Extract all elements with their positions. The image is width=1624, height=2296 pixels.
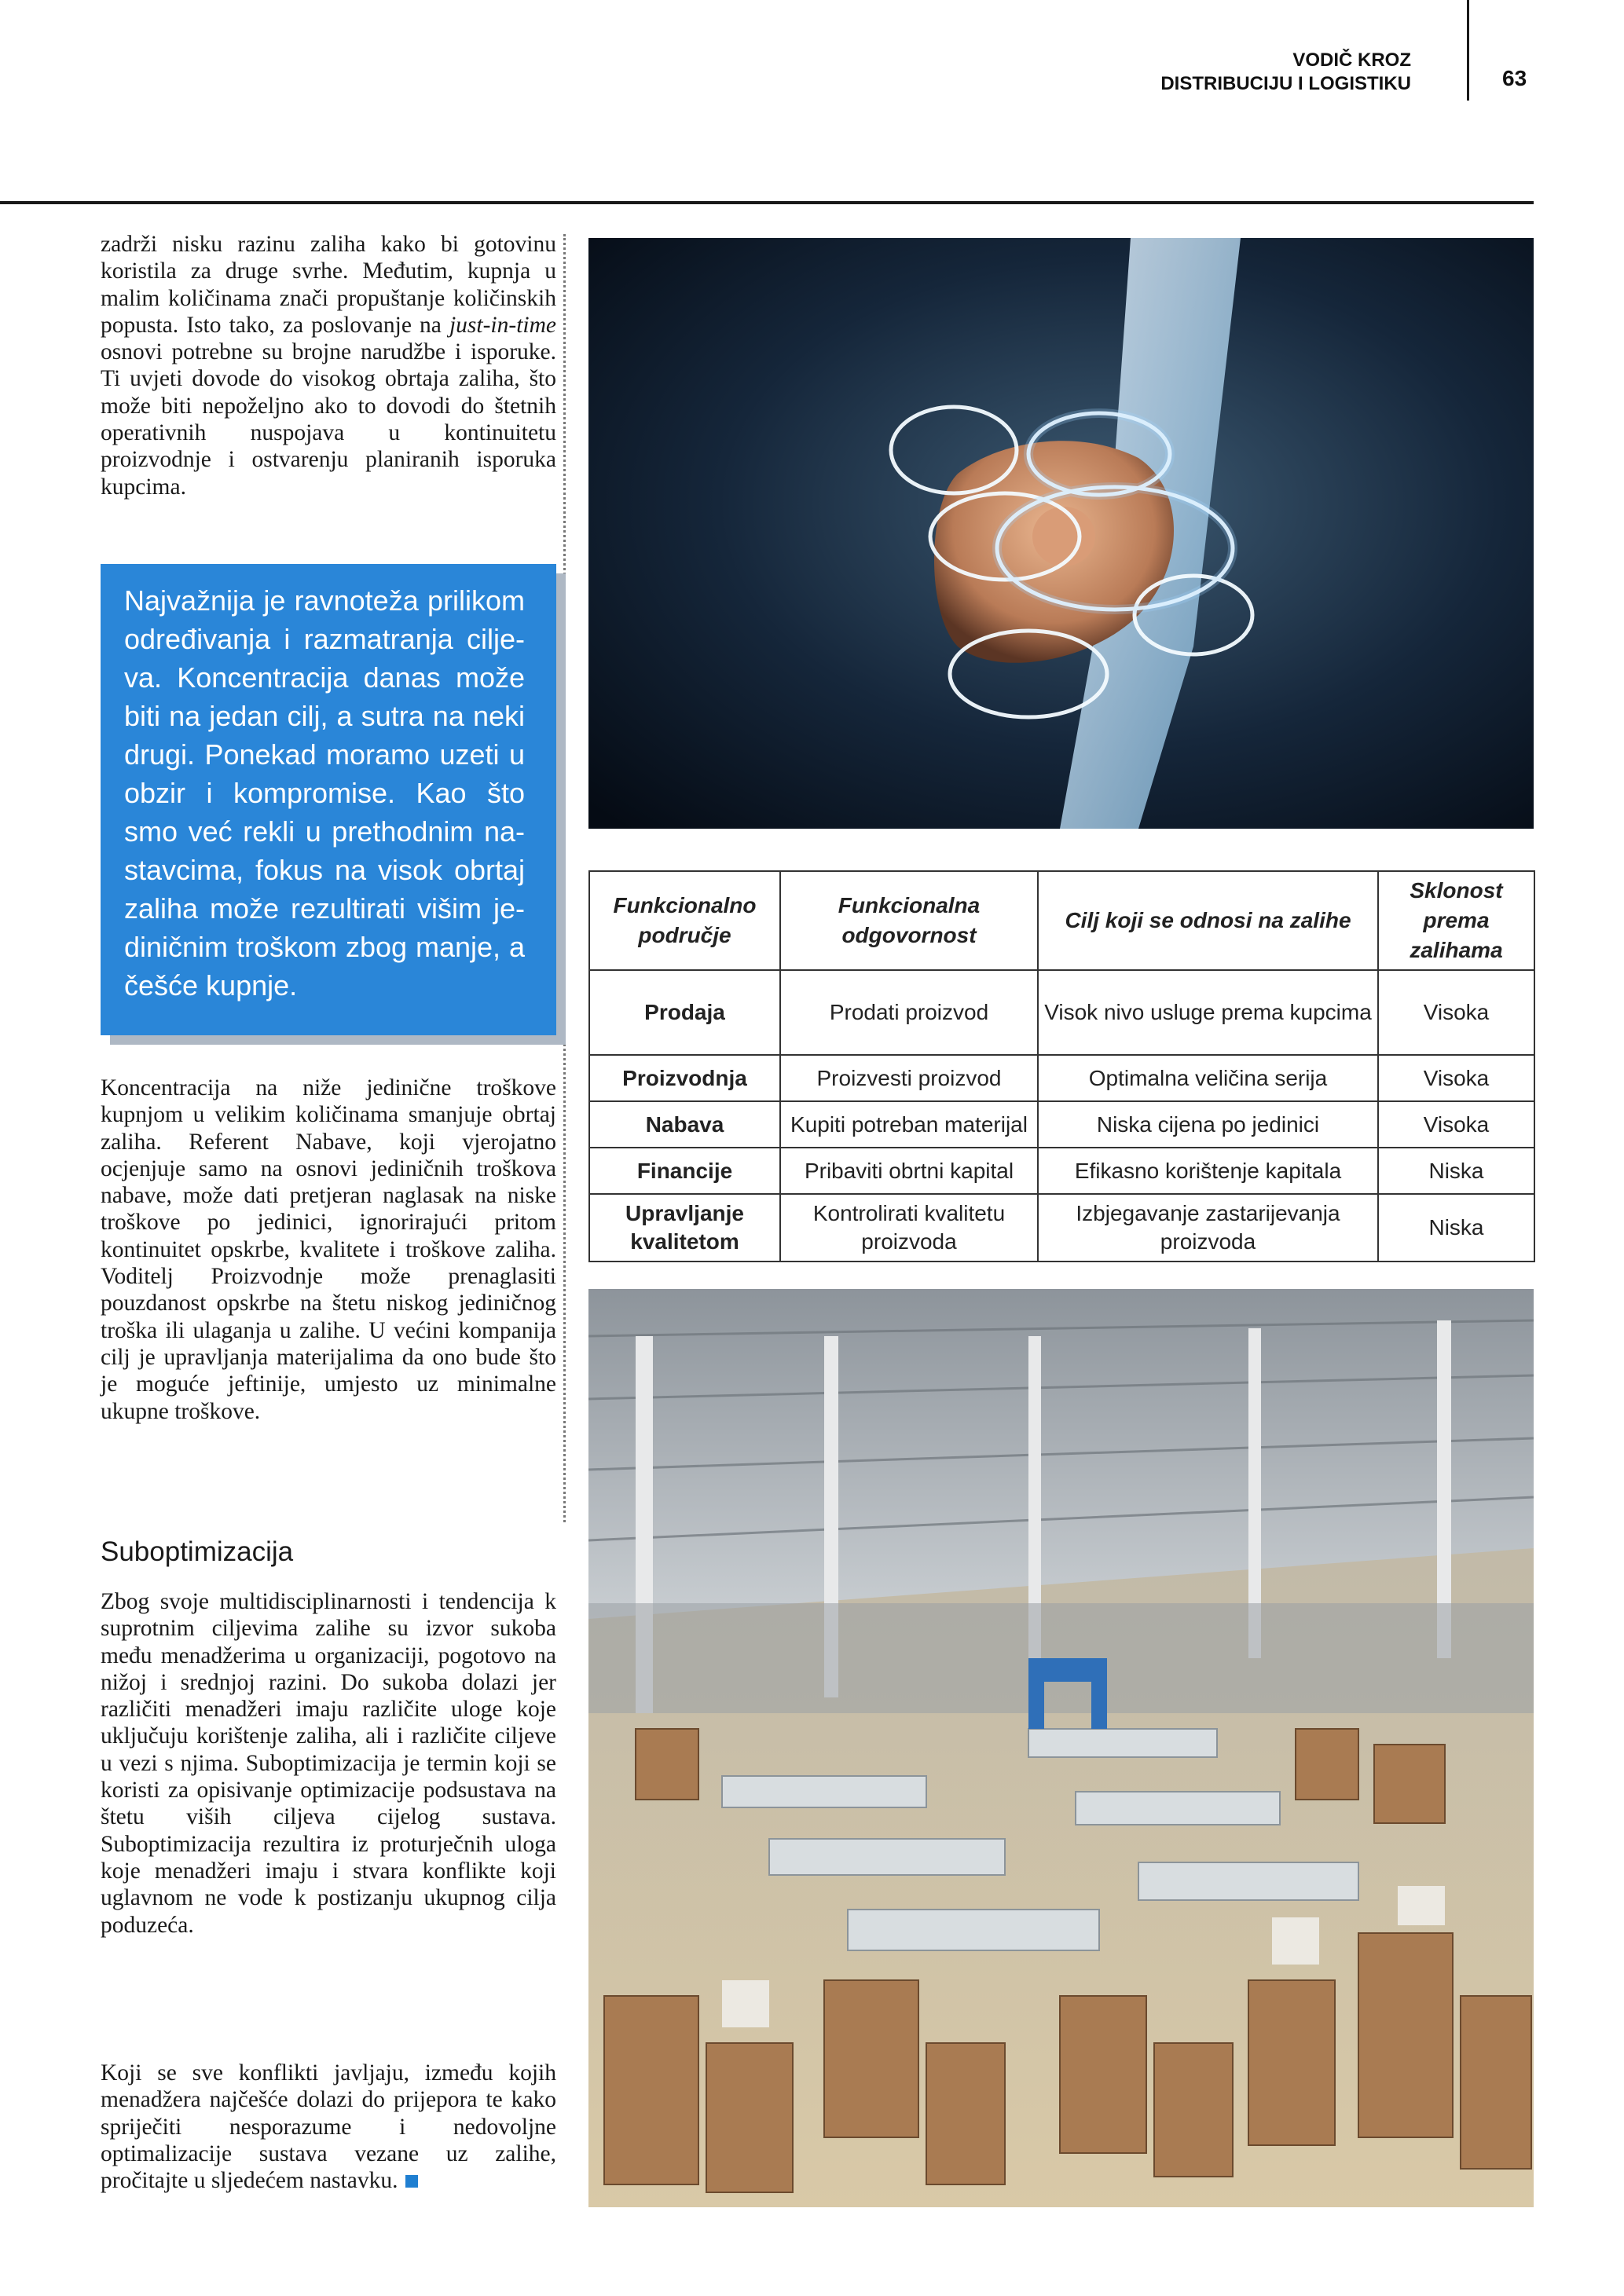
header-rule [0,201,1534,204]
table-cell: Optimalna veličina serija [1038,1055,1378,1101]
table-cell: Proizvodnja [589,1055,780,1101]
table-cell: Prodati proizvod [780,970,1038,1055]
section-heading: Suboptimizacija [101,1536,294,1567]
photo-touch-interface [588,238,1534,829]
table-header-cell: Cilj koji se odnosi na zalihe [1038,871,1378,970]
table-cell: Niska [1378,1148,1534,1194]
header-divider [1467,0,1469,101]
running-header-line2: DISTRIBUCIJU I LOGISTIKU [1160,73,1411,94]
table-cell: Visoka [1378,1055,1534,1101]
table-row [589,1148,1534,1194]
end-of-article-marker-icon [405,2175,418,2188]
paragraph-3: Zbog svoje multidisciplinarnosti i tendencija k suprotnim ciljevima zalihe su izvor sukoba među menadžerima u organizaciji, pogotovo na nižoj i srednjoj razini. Do sukoba dolazi jer različiti menadžeri imaju različite uloge koje uključuju korištenje zaliha, ali i različite ciljeve u vezi s njima. Suboptimizacija je termin koji se koristi za opisivanje optimizacije podsustava na štetu viših ciljeva cijelog sustava. Suboptimizacija rezultira iz proturječnih uloga koje menadžeri imaju i stvara konflikte koji uglavnom ne vode k postizanju ukupnog cilja poduzeća. [101,1589,556,1938]
running-header [1160,49,1411,96]
table-cell: Visoka [1378,970,1534,1055]
table-header-cell: Sklonost prema zalihama [1378,871,1534,970]
table-cell: Visoka [1378,1101,1534,1148]
table-cell: Upravljanje kvalitetom [589,1194,780,1262]
paragraph-4: Koji se sve konflikti javljaju, između kojih menadžera najčešće dolazi do prijepora te kako spriječiti nesporazume i nedovoljne optimalizacije sustava vezane uz zalihe, pročitajte u sljedećem nastavku. [101,2060,556,2194]
table-cell: Niska [1378,1194,1534,1262]
table-row [589,1055,1534,1101]
table-cell: Prodaja [589,970,780,1055]
italic-term: just-in-time [449,312,556,338]
table-cell: Izbjegavanje zastarijevanja proizvoda [1038,1194,1378,1262]
table-cell: Niska cijena po jedinici [1038,1101,1378,1148]
table-cell: Nabava [589,1101,780,1148]
photo-warehouse [588,1289,1534,2207]
table-header-row [589,871,1534,970]
table-header-cell: Funkcionalno područje [589,871,780,970]
pullquote-text: Najvažnija je ravnoteža prilikom određivanja i razmatranja ciljeva. Koncentracija danas može biti na jedan cilj, a sutra na neki drugi. Ponekad moramo uzeti u obzir i kompromise. Kao što smo već rekli u prethodnim nastavcima, fokus na visok obrtaj zaliha može rezultirati višim jediničnim troškom zbog manje, a češće kupnje. [124,584,525,1002]
table-row [589,1194,1534,1262]
table-row [589,970,1534,1055]
paragraph-1: zadrži nisku razinu zaliha kako bi gotovinu koristila za druge svrhe. Međutim, kupnja u malim količinama znači propuštanje količinskih popusta. Isto tako, za poslovanje na just-in-time osnovi potrebne su brojne narudžbe i isporuke. Ti uvjeti dovode do visokog obrtaja zaliha, što može biti nepoželjno ako to dovodi do štetnih operativnih nuspojava u kontinuitetu proizvodnje i ostvarenju planiranih isporuka kupcima. [101,232,556,500]
paragraph-2: Koncentracija na niže jedinične troškove kupnjom u velikim količinama smanjuje obrtaj zaliha. Referent Nabave, koji vjerojatno ocjenjuje samo na osnovi jediničnih troškova nabave, može dati pretjeran naglasak na niske troškove po jedinici, ignorirajući pritom kontinuitet opskrbe, kvalitete i troškove zaliha. Voditelj Proizvodnje može prenaglasiti pouzdanost opskrbe na štetu niskog jediničnog troška ili ulaganja u zalihe. U većini kompanija cilj je upravljanja materijalima da ono bude što je moguće jeftinije, umjesto uz minimalne ukupne troškove. [101,1075,556,1424]
table-cell: Efikasno korištenje kapitala [1038,1148,1378,1194]
table-cell: Financije [589,1148,780,1194]
table-cell: Visok nivo usluge prema kupcima [1038,970,1378,1055]
page-number: 63 [1502,66,1527,90]
inventory-goals-table [588,870,1535,1262]
table-cell: Pribaviti obrtni kapital [780,1148,1038,1194]
table-cell: Kupiti potreban materijal [780,1101,1038,1148]
table-header-cell: Funkcionalna odgovornost [780,871,1038,970]
table-cell: Proizvesti proizvod [780,1055,1038,1101]
running-header-line1: VODIČ KROZ [1292,49,1411,71]
pullquote-box [101,564,556,1035]
table-row [589,1101,1534,1148]
table-cell: Kontrolirati kvalitetu proizvoda [780,1194,1038,1262]
